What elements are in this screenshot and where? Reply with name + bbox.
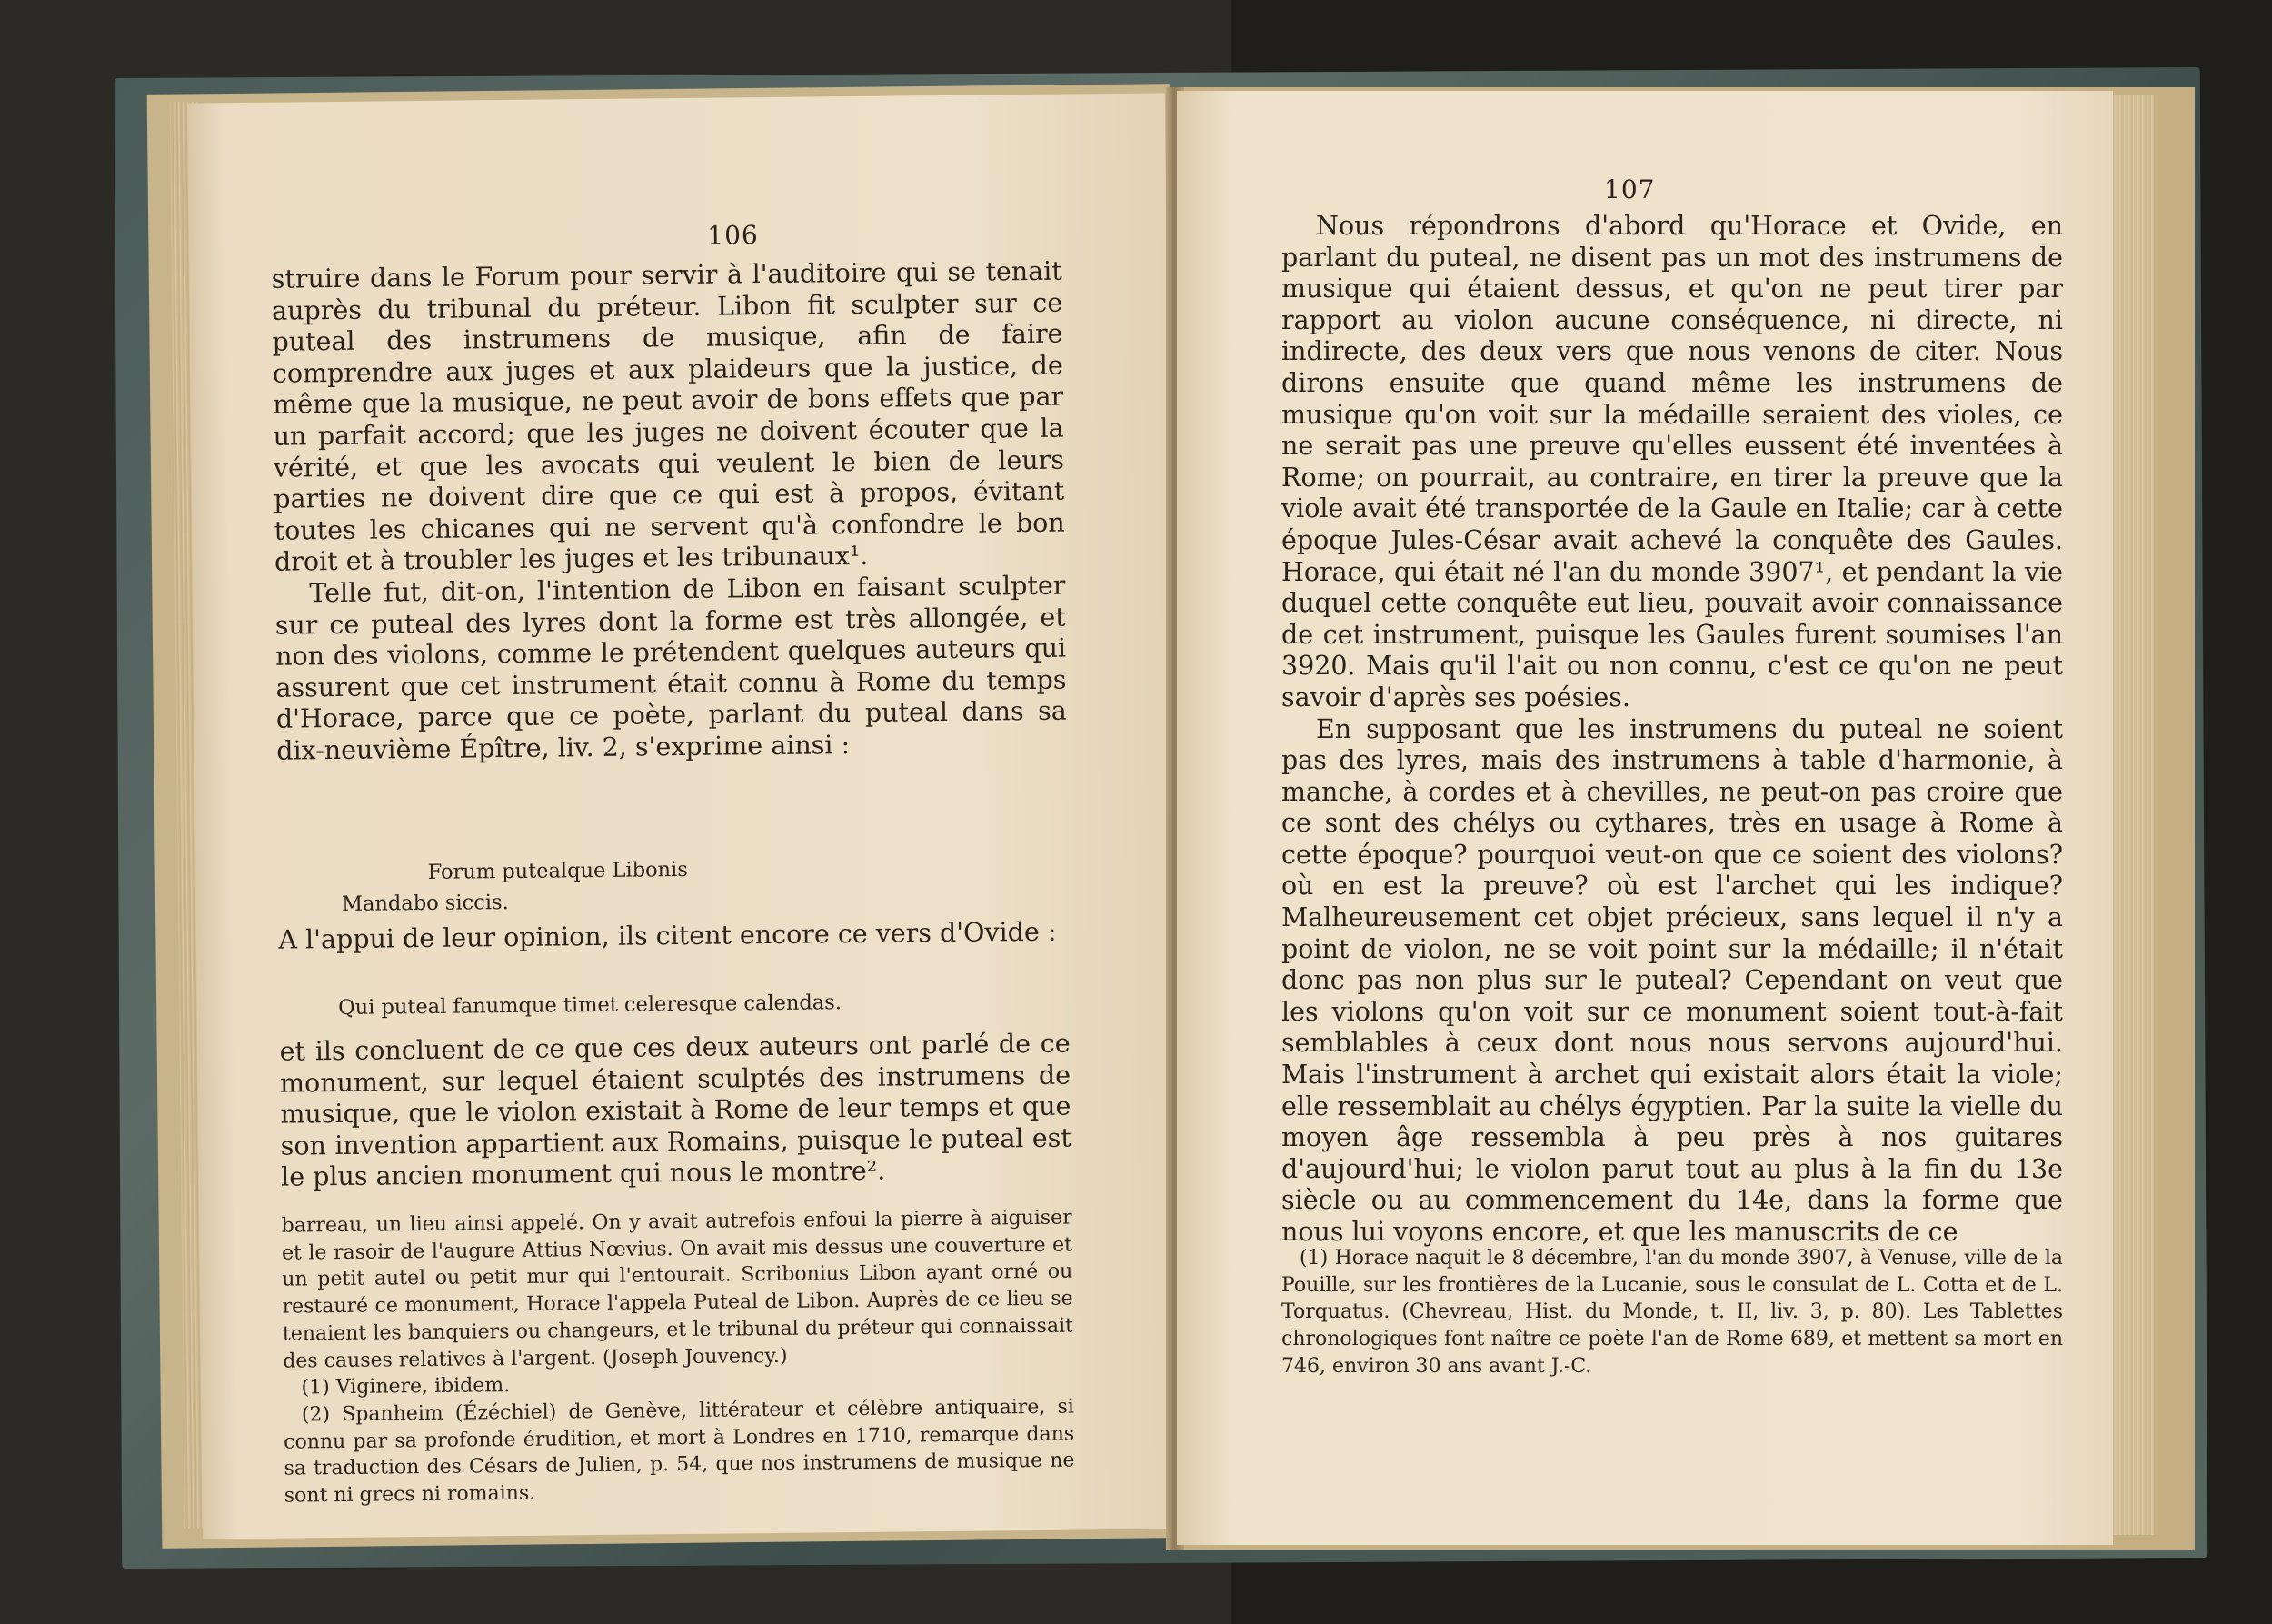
footnote: (1) Horace naquit le 8 décembre, l'an du monde 3907, à Venuse, ville de la Pouille, sur les frontières de la Lucanie, sous le consulat de L. Cotta et de L. Torquatus. (Chevreau, Hist. du Monde, t. II, liv. 3, p. 80). Les Tablettes chronologiques font naître ce poète l'an de Rome 689, et mettent sa mort en 746, environ 30 ans avant J.-C. (1281, 1247, 2063, 1378)
left-body-paragraph-4 (280, 1029, 1072, 1194)
paragraph: A l'appui de leur opinion, ils citent encore ce vers d'Ovide : (278, 916, 1057, 955)
page-number: 107 (1604, 174, 1656, 204)
paragraph: struire dans le Forum pour servir à l'auditoire qui se tenait auprès du tribunal du préteur. Libon fit sculpter sur ce puteal des instrumens de musique, afin de faire comprendre aux juges et aux plaideurs que la justice, de même que la musique, ne peut avoir de bons effets que par un parfait accord; que les juges ne doivent écouter que la vérité, et que les avocats qui veulent le bien de leurs parties ne doivent dire que ce qui est à propos, évitant toutes les chicanes qui ne servent qu'à confondre le bon droit et à troubler les juges et les tribunaux¹. (271, 255, 1065, 578)
footnote-continuation: barreau, un lieu ainsi appelé. On y avait autrefois enfoui la pierre à aiguiser et le rasoir de l'augure Attius Nœvius. On avait mis dessus une couverture et un petit autel ou petit mur qui l'entourait. Scribonius Libon ayant orné ou restauré ce monument, Horace l'appela Puteal de Libon. Auprès de ce lieu se tenaient les banquiers ou changeurs, et le tribunal du préteur qui connaissait des causes relatives à l'argent. (Joseph Jouvency.) (281, 1206, 1074, 1373)
left-page (188, 93, 1180, 1539)
paragraph: et ils concluent de ce que ces deux auteurs ont parlé de ce monument, sur lequel étaient sculptés des instrumens de musique, que le violon existait à Rome de leur temps et que son invention appartient aux Romains, puisque le puteal est le plus ancien monument qui nous le montre². (279, 1028, 1071, 1193)
footnote: (2) Spanheim (Ézéchiel) de Genève, littérateur et célèbre antiquaire, si connu par sa profonde érudition, et mort à Londres en 1710, remarque dans sa traduction des Césars de Julien, p. 54, que nos instrumens de musique ne sont ni grecs ni romains. (284, 1395, 1075, 1508)
left-footnotes (282, 1205, 1075, 1510)
right-body-text (1281, 211, 2063, 1249)
right-footnotes (1281, 1245, 2063, 1380)
verse-line: Mandabo siccis. (341, 891, 509, 916)
left-body-paragraph-3 (278, 917, 1069, 957)
right-page-edges (2107, 95, 2154, 1535)
verse-line: Qui puteal fanumque timet celeresque calendas. (338, 991, 842, 1020)
footnote: (1) Viginere, ibidem. (301, 1374, 511, 1400)
paragraph: Nous répondrons d'abord qu'Horace et Ovide, en parlant du puteal, ne disent pas un mot des instrumens de musique qui étaient dessus, et qu'on ne peut tirer par rapport au violon aucune conséquence, ni directe, ni indirecte, des deux vers que nous venons de citer. Nous dirons ensuite que quand même les instrumens de musique qu'on voit sur la médaille seraient des violes, ce ne serait pas une preuve qu'elles eussent été inventées à Rome; on pourrait, au contraire, en tirer la preuve que la viole avait été transportée de la Gaule en Italie; car à cette époque Jules-César avait achevé la conquête des Gaules. Horace, qui était né l'an du monde 3907¹, et pendant la vie duquel cette conquête eut lieu, pouvait avoir connaissance de cet instrument, puisque les Gaules furent soumises l'an 3920. Mais qu'il l'ait ou non connu, c'est ce qu'on ne peut savoir d'après ses poésies. (1281, 211, 2063, 712)
verse-line: Forum putealque Libonis (427, 857, 688, 884)
paragraph: Telle fut, dit-on, l'intention de Libon en faisant sculpter sur ce puteal des lyres dont la forme est très allongée, et non des violons, comme le prétendent quelques auteurs qui assurent que cet instrument était connu à Rome du temps d'Horace, parce que ce poète, parlant du puteal dans sa dix-neuvième Épître, liv. 2, s'exprime ainsi : (274, 570, 1067, 766)
right-page (1177, 91, 2113, 1545)
paragraph: En supposant que les instrumens du puteal ne soient pas des lyres, mais des instrumens à table d'harmonie, à manche, à cordes et à chevilles, ne peut-on pas croire que ce sont des chélys ou cythares, très en usage à Rome à cette époque? pourquoi veut-on que ce soient des violons? où en est la preuve? où est l'archet qui les indique? Malheureusement cet objet précieux, sans lequel il n'y a point de violon, ne se voit point sur la médaille; il n'était donc pas non plus sur le puteal? Cependant on veut que les violons qu'on voit sur ce monument soient tout-à-fait semblables à ceux dont nous nous servons aujourd'hui. Mais l'instrument à archet qui existait alors était la viole; elle ressemblait au chélys égyptien. Par la suite la vielle du moyen âge ressembla à peu près à nos guitares d'aujourd'hui; le violon parut tout au plus à la fin du 13e siècle ou au commencement du 14e, dans la forme que nous lui voyons encore, et que les manuscrits de ce (1281, 713, 2063, 1247)
page-number: 106 (707, 220, 759, 251)
left-body-paragraph-1 (272, 256, 1068, 768)
